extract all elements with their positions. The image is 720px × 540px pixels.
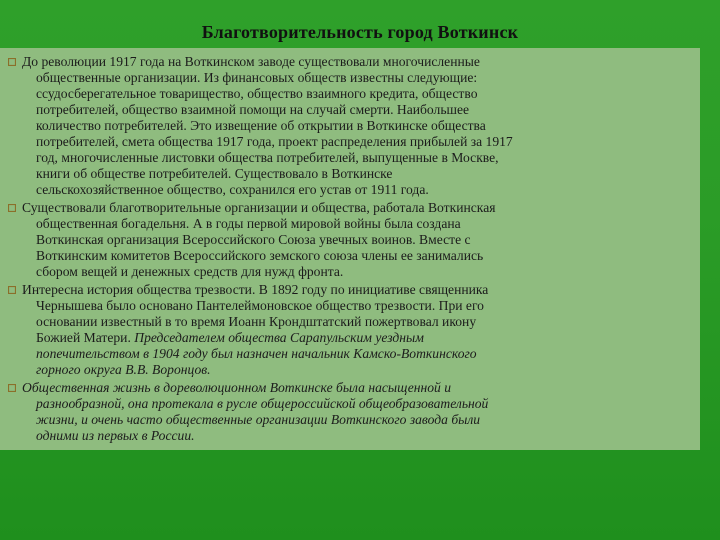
text-italic: Председателем общества Сарапульским уездным [134,330,424,345]
text-line: Воткинским комитетов Всероссийского земского союза члены ее занимались [36,248,484,263]
text-line: основании известный в то время Иоанн Крондштатский пожертвовал икону [36,314,477,329]
text-line: Воткинская организация Всероссийского Союза увечных воинов. Вместе с [36,232,471,247]
bullet-icon [8,384,16,392]
text-line-italic: жизни, и очень часто общественные организации Воткинского завода были [36,412,481,427]
text-line: ссудосберегательное товарищество, общество взаимного кредита, общество [36,86,478,101]
paragraph-4 [8,380,694,444]
text-line: сбором вещей и денежных средств для нужд фронта. [36,264,344,279]
paragraph-3 [8,282,694,378]
text-panel [0,48,700,450]
bullet-icon [8,204,16,212]
paragraph-1 [8,54,694,198]
bullet-icon [8,58,16,66]
bullet-icon [8,286,16,294]
text-normal: Божией Матери. [36,330,135,345]
text-line: потребителей, смета общества 1917 года, проект распределения прибылей за 1917 [36,134,513,149]
text-line: количество потребителей. Это извещение об открытии в Воткинске общества [36,118,486,133]
text-line: общественные организации. Из финансовых обществ известны следующие: [36,70,478,85]
text-line-mixed [22,330,694,346]
text-line-italic: одними из первых в России. [36,428,195,443]
text-line: Существовали благотворительные организации и общества, работала Воткинская [22,200,496,215]
text-line: Интересна история общества трезвости. В 1892 году по инициативе священника [22,282,489,297]
text-line: Чернышева было основано Пантелеймоновское общество трезвости. При его [36,298,484,313]
text-line: общественная богадельня. А в годы первой мировой войны была создана [36,216,461,231]
text-line: сельскохозяйственное общество, сохранился его устав от 1911 года. [36,182,429,197]
slide-title: Благотворительность город Воткинск [201,22,519,42]
text-line-italic: Общественная жизнь в дореволюционном Воткинске была насыщенной и [22,380,452,395]
text-line-italic: горного округа В.В. Воронцов. [36,362,211,377]
text-line: книги об обществе потребителей. Существовало в Воткинске [36,166,393,181]
text-line: потребителей, общество взаимной помощи на случай смерти. Наибольшее [36,102,470,117]
text-line: год, многочисленные листовки общества потребителей, выпущенные в Москве, [36,150,499,165]
text-line-italic: попечительством в 1904 году был назначен начальник Камско-Воткинского [36,346,477,361]
text-line: До революции 1917 года на Воткинском заводе существовали многочисленные [22,54,480,69]
paragraph-2 [8,200,694,280]
text-line-italic: разнообразной, она протекала в русле общероссийской общеобразовательной [36,396,489,411]
